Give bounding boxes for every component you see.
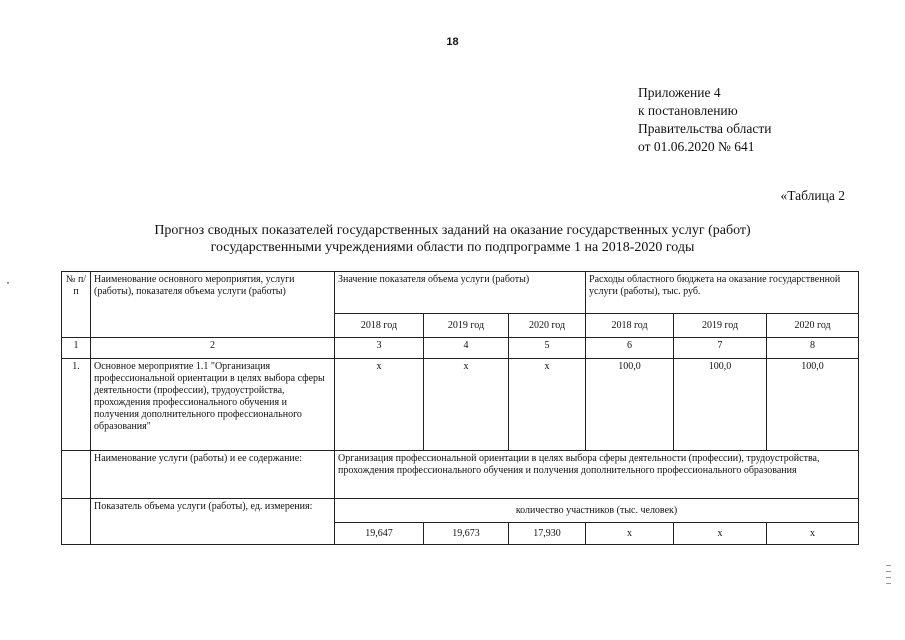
- row-value: 100,0: [674, 359, 767, 451]
- title-line: Прогноз сводных показателей государственных заданий на оказание государственных услуг (работ): [154, 223, 751, 238]
- document-title: [0, 222, 905, 256]
- column-number: 5: [509, 338, 586, 359]
- header-year: 2019 год: [424, 314, 509, 338]
- page-number: 18: [446, 36, 459, 48]
- scan-marks: [886, 565, 900, 589]
- column-number: 2: [91, 338, 335, 359]
- header-value-group: Значение показателя объема услуги (работы): [335, 272, 586, 314]
- indicator-value: х: [767, 523, 859, 545]
- row-value: х: [509, 359, 586, 451]
- header-name: Наименование основного мероприятия, услуги (работы), показателя объема услуги (работы): [91, 272, 335, 338]
- title-line: государственными учреждениями области по подпрограмме 1 на 2018-2020 годы: [210, 240, 695, 255]
- header-year: 2020 год: [509, 314, 586, 338]
- service-text: Организация профессиональной ориентации в целях выбора сферы деятельности (профессии), трудоустройства, прохождения профессионального обучения и получения дополнительного профессионального образования: [335, 451, 859, 499]
- row-value: х: [424, 359, 509, 451]
- column-number: 1: [62, 338, 91, 359]
- indicator-value: 19,647: [335, 523, 424, 545]
- table-label: «Таблица 2: [780, 188, 845, 203]
- empty-cell: [62, 451, 91, 499]
- scan-dot: [7, 282, 9, 284]
- indicator-value: 17,930: [509, 523, 586, 545]
- forecast-table: [61, 271, 859, 545]
- header-year: 2020 год: [767, 314, 859, 338]
- header-expense-group: Расходы областного бюджета на оказание государственной услуги (работы), тыс. руб.: [586, 272, 859, 314]
- indicator-label: Показатель объема услуги (работы), ед. измерения:: [91, 499, 335, 545]
- appendix-line: Правительства области: [638, 121, 772, 136]
- column-number: 3: [335, 338, 424, 359]
- header-year: 2019 год: [674, 314, 767, 338]
- appendix-block: [638, 84, 771, 156]
- indicator-value: х: [586, 523, 674, 545]
- row-value: х: [335, 359, 424, 451]
- column-number: 7: [674, 338, 767, 359]
- empty-cell: [62, 499, 91, 545]
- appendix-line: к постановлению: [638, 103, 738, 118]
- main-activity-name: Основное мероприятие 1.1 "Организация профессиональной ориентации в целях выбора сферы деятельности (профессии), трудоустройства, прохождения профессионального обучения и получения дополнительного профессионального образования": [91, 359, 335, 451]
- header-no: № п/п: [62, 272, 91, 338]
- header-year: 2018 год: [335, 314, 424, 338]
- row-number: 1.: [62, 359, 91, 451]
- row-value: 100,0: [767, 359, 859, 451]
- column-number: 6: [586, 338, 674, 359]
- appendix-line: Приложение 4: [638, 85, 721, 100]
- indicator-value: х: [674, 523, 767, 545]
- indicator-unit: количество участников (тыс. человек): [335, 499, 859, 523]
- column-number: 4: [424, 338, 509, 359]
- service-label: Наименование услуги (работы) и ее содержание:: [91, 451, 335, 499]
- indicator-value: 19,673: [424, 523, 509, 545]
- column-number: 8: [767, 338, 859, 359]
- header-year: 2018 год: [586, 314, 674, 338]
- appendix-line: от 01.06.2020 № 641: [638, 139, 755, 154]
- row-value: 100,0: [586, 359, 674, 451]
